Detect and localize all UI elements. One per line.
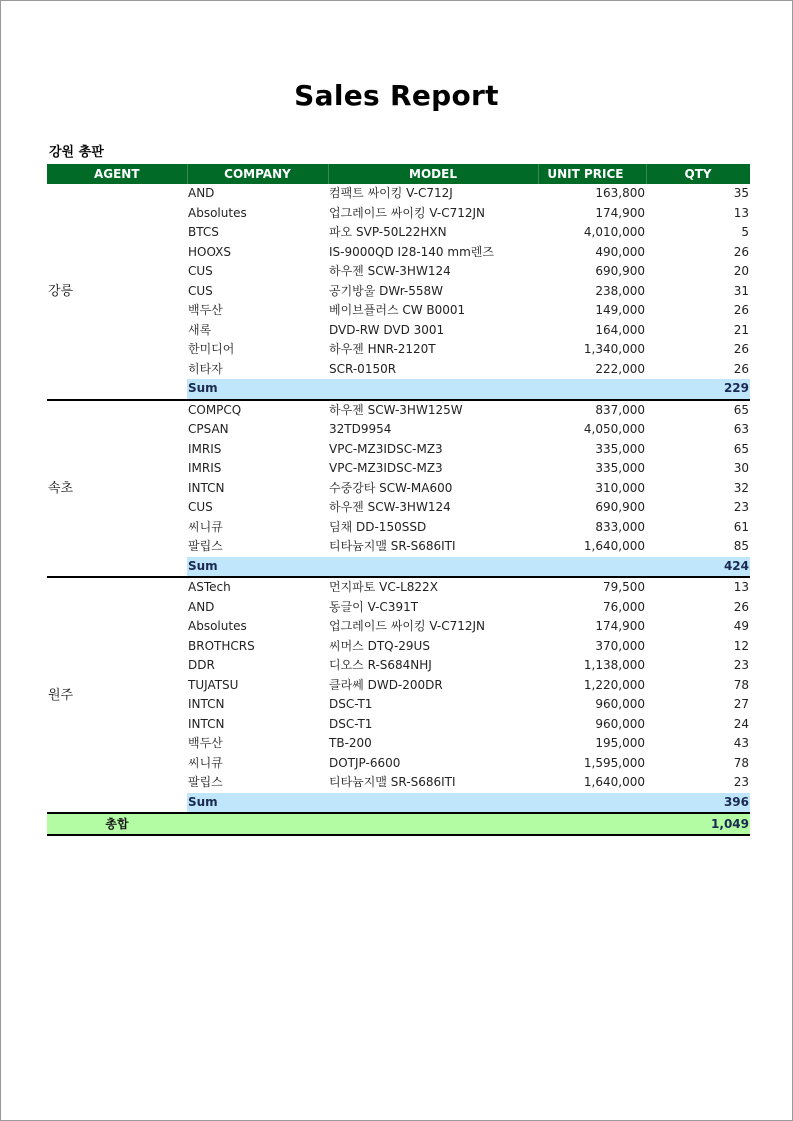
sum-value: 424 [646, 557, 750, 578]
model-cell: 하우젠 SCW-3HW124 [329, 500, 451, 515]
sum-empty [538, 379, 646, 400]
unit-price-cell: 4,050,000 [583, 422, 645, 437]
company-cell: Absolutes [188, 205, 247, 220]
unit-price-cell: 174,900 [595, 619, 645, 634]
company-cell: AND [188, 599, 215, 614]
company-cell: 한미디어 [188, 342, 235, 357]
qty-cell: 21 [733, 322, 749, 337]
qty-cell: 32 [733, 480, 749, 495]
company-cell: 씨니큐 [188, 755, 223, 770]
model-cell: 클라쎄 DWD-200DR [329, 677, 443, 692]
model-cell: 먼지파토 VC-L822X [329, 580, 438, 595]
qty-cell: 30 [733, 461, 749, 476]
table-row [47, 184, 750, 204]
unit-price-cell: 1,340,000 [583, 342, 645, 357]
header-company: COMPANY [187, 164, 328, 184]
sum-label: Sum [187, 379, 328, 400]
total-label: 총합 [47, 813, 187, 835]
agent-cell: 강릉 [47, 184, 187, 400]
qty-cell: 43 [733, 736, 749, 751]
qty-cell: 61 [733, 519, 749, 534]
qty-cell: 63 [733, 422, 749, 437]
table-row [47, 577, 750, 598]
sum-value: 396 [646, 793, 750, 814]
qty-cell: 13 [733, 580, 749, 595]
company-cell: AND [188, 186, 215, 201]
company-cell: INTCN [188, 480, 225, 495]
sum-label: Sum [187, 793, 328, 814]
company-cell: COMPCQ [188, 402, 242, 417]
model-cell: 파오 SVP-50L22HXN [329, 225, 447, 240]
company-cell: TUJATSU [188, 677, 239, 692]
unit-price-cell: 1,220,000 [583, 677, 645, 692]
company-cell: 히타자 [188, 361, 223, 376]
unit-price-cell: 960,000 [595, 716, 645, 731]
unit-price-cell: 1,640,000 [583, 775, 645, 790]
company-cell: CUS [188, 500, 213, 515]
company-cell: 백두산 [188, 736, 223, 751]
model-cell: 업그레이드 싸이킹 V-C712JN [329, 619, 486, 634]
unit-price-cell: 1,595,000 [583, 755, 645, 770]
model-cell: VPC-MZ3IDSC-MZ3 [329, 461, 443, 476]
qty-cell: 13 [733, 205, 749, 220]
qty-cell: 26 [733, 599, 749, 614]
unit-price-cell: 960,000 [595, 697, 645, 712]
sum-empty [328, 379, 538, 400]
total-value: 1,049 [646, 813, 750, 835]
region-label: 강원 총판 [49, 145, 104, 160]
model-cell: TB-200 [329, 736, 372, 751]
model-cell: DOTJP-6600 [329, 755, 401, 770]
qty-cell: 23 [733, 775, 749, 790]
agent-cell: 원주 [47, 577, 187, 813]
unit-price-cell: 837,000 [595, 402, 645, 417]
unit-price-cell: 1,138,000 [583, 658, 645, 673]
unit-price-cell: 222,000 [595, 361, 645, 376]
unit-price-cell: 690,900 [595, 500, 645, 515]
model-cell: DSC-T1 [329, 697, 373, 712]
model-cell: 씨머스 DTQ-29US [329, 638, 430, 653]
company-cell: HOOXS [188, 244, 231, 259]
sum-empty [538, 557, 646, 578]
model-cell: 공기방울 DWr-558W [329, 283, 444, 298]
qty-cell: 35 [733, 186, 749, 201]
report-title: Sales Report [294, 79, 499, 112]
company-cell: BTCS [188, 225, 219, 240]
qty-cell: 26 [733, 342, 749, 357]
total-row [47, 813, 750, 835]
unit-price-cell: 76,000 [603, 599, 645, 614]
qty-cell: 26 [733, 244, 749, 259]
qty-cell: 78 [733, 755, 749, 770]
unit-price-cell: 163,800 [595, 186, 645, 201]
company-cell: IMRIS [188, 461, 222, 476]
unit-price-cell: 79,500 [603, 580, 645, 595]
model-cell: SCR-0150R [329, 361, 397, 376]
model-cell: 티타늄지맬 SR-S686ITI [329, 539, 456, 554]
sales-table [47, 164, 750, 836]
qty-cell: 26 [733, 361, 749, 376]
model-cell: 딤채 DD-150SSD [329, 519, 427, 534]
table-row [47, 400, 750, 421]
unit-price-cell: 310,000 [595, 480, 645, 495]
qty-cell: 27 [733, 697, 749, 712]
unit-price-cell: 164,000 [595, 322, 645, 337]
unit-price-cell: 149,000 [595, 303, 645, 318]
model-cell: VPC-MZ3IDSC-MZ3 [329, 441, 443, 456]
unit-price-cell: 195,000 [595, 736, 645, 751]
qty-cell: 78 [733, 677, 749, 692]
model-cell: IS-9000QD I28-140 mm렌즈 [329, 244, 494, 259]
unit-price-cell: 690,900 [595, 264, 645, 279]
company-cell: 팔립스 [188, 775, 223, 790]
unit-price-cell: 238,000 [595, 283, 645, 298]
sum-empty [328, 793, 538, 814]
unit-price-cell: 335,000 [595, 461, 645, 476]
unit-price-cell: 174,900 [595, 205, 645, 220]
qty-cell: 5 [741, 225, 749, 240]
model-cell: 컴팩트 싸이킹 V-C712J [329, 186, 453, 201]
model-cell: 업그레이드 싸이킹 V-C712JN [329, 205, 486, 220]
header-agent: AGENT [47, 164, 187, 184]
agent-cell: 속초 [47, 400, 187, 578]
table-body [47, 184, 750, 835]
unit-price-cell: 4,010,000 [583, 225, 645, 240]
company-cell: 새록 [188, 322, 212, 337]
model-cell: 수중강타 SCW-MA600 [329, 480, 453, 495]
company-cell: Absolutes [188, 619, 247, 634]
header-model: MODEL [328, 164, 538, 184]
company-cell: INTCN [188, 716, 225, 731]
unit-price-cell: 335,000 [595, 441, 645, 456]
qty-cell: 31 [733, 283, 749, 298]
header-unit-price: UNIT PRICE [538, 164, 646, 184]
qty-cell: 23 [733, 658, 749, 673]
model-cell: 하우젠 SCW-3HW125W [329, 402, 463, 417]
qty-cell: 24 [733, 716, 749, 731]
model-cell: 디오스 R-S684NHJ [329, 658, 432, 673]
qty-cell: 49 [733, 619, 749, 634]
company-cell: BROTHCRS [188, 638, 255, 653]
company-cell: CUS [188, 264, 213, 279]
company-cell: IMRIS [188, 441, 222, 456]
model-cell: DVD-RW DVD 3001 [329, 322, 445, 337]
sum-empty [538, 793, 646, 814]
company-cell: DDR [188, 658, 215, 673]
company-cell: 팔립스 [188, 539, 223, 554]
qty-cell: 85 [733, 539, 749, 554]
unit-price-cell: 490,000 [595, 244, 645, 259]
model-cell: 베이브플러스 CW B0001 [329, 303, 466, 318]
unit-price-cell: 370,000 [595, 638, 645, 653]
unit-price-cell: 1,640,000 [583, 539, 645, 554]
company-cell: ASTech [188, 580, 231, 595]
sum-value: 229 [646, 379, 750, 400]
sum-empty [328, 557, 538, 578]
header-row [47, 164, 750, 184]
header-qty: QTY [646, 164, 750, 184]
unit-price-cell: 833,000 [595, 519, 645, 534]
qty-cell: 20 [733, 264, 749, 279]
total-empty [187, 813, 646, 835]
company-cell: CUS [188, 283, 213, 298]
qty-cell: 65 [733, 441, 749, 456]
model-cell: 32TD9954 [329, 422, 392, 437]
qty-cell: 26 [733, 303, 749, 318]
qty-cell: 12 [733, 638, 749, 653]
company-cell: 씨니큐 [188, 519, 223, 534]
company-cell: INTCN [188, 697, 225, 712]
qty-cell: 23 [733, 500, 749, 515]
sum-label: Sum [187, 557, 328, 578]
model-cell: 하우젠 HNR-2120T [329, 342, 436, 357]
company-cell: 백두산 [188, 303, 223, 318]
model-cell: DSC-T1 [329, 716, 373, 731]
company-cell: CPSAN [188, 422, 229, 437]
model-cell: 동글이 V-C391T [329, 599, 419, 614]
model-cell: 하우젠 SCW-3HW124 [329, 264, 451, 279]
qty-cell: 65 [733, 402, 749, 417]
model-cell: 티타늄지맬 SR-S686ITI [329, 775, 456, 790]
